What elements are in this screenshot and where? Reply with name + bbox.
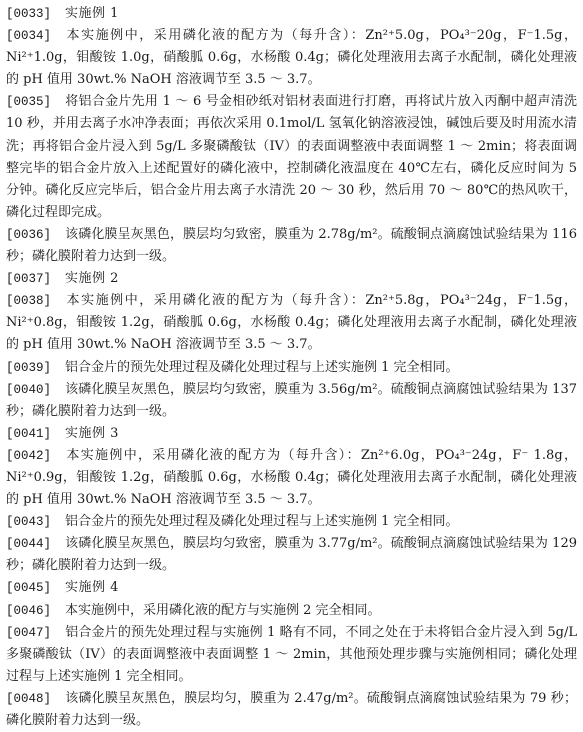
paragraph-0040 (6, 379, 577, 423)
paragraph-text: 铝合金片的预先处理过程及磷化处理过程与上述实施例 1 完全相同。 (65, 514, 459, 530)
paragraph-text: 本实施例中，采用磷化液的配方为（每升含）：Zn²⁺5.0g，PO₄³⁻20g，F⁻1.5g，Ni²⁺1.0g，钼酸铵 1.0g，硝酸胍 0.6g，水杨酸 0.4g；磷化处理液用去离子水配制，磷化处理液的 pH 值用 30wt.% NaOH 溶液调节至 3.5 ～ 3.7。 (6, 28, 577, 88)
section-heading: 实施例 2 (65, 271, 119, 287)
paragraph-text: 该磷化膜呈灰黑色，膜层均匀致密，膜重为 2.78g/m²。硫酸铜点滴腐蚀试验结果为 116 秒；磷化膜附着力达到一级。 (6, 226, 577, 265)
paragraph-text: 本实施例中，采用磷化液的配方与实施例 2 完全相同。 (65, 602, 381, 618)
paragraph-0045 (6, 577, 577, 599)
paragraph-0041 (6, 423, 577, 445)
paragraph-text: 本实施例中，采用磷化液的配方为（每升含）：Zn²⁺6.0g，PO₄³⁻24g，F⁻ 1.8g，Ni²⁺0.9g，钼酸铵 1.2g，硝酸胍 0.6g，水杨酸 0.4g；磷化处理液用去离子水配制，磷化处理液的 pH 值用 30wt.% NaOH 溶液调节至 3.5 ～ 3.7。 (6, 447, 577, 508)
paragraph-number: [0039] (6, 360, 52, 375)
section-heading: 实施例 1 (65, 6, 119, 21)
paragraph-number: [0043] (6, 515, 52, 530)
paragraph-number: [0036] (6, 227, 52, 242)
paragraph-text: 铝合金片的预先处理过程及磷化处理过程与上述实施例 1 完全相同。 (65, 359, 459, 375)
paragraph-0047 (6, 622, 577, 688)
paragraph-0033 (6, 3, 577, 25)
paragraph-text: 该磷化膜呈灰黑色，膜层均匀致密，膜重为 3.56g/m²。硫酸铜点滴腐蚀试验结果为 137 秒；磷化膜附着力达到一级。 (6, 381, 577, 419)
paragraph-text: 将铝合金片先用 1 ～ 6 号金相砂纸对铝材表面进行打磨，再将试片放入丙酮中超声清洗 10 秒，并用去离子水冲净表面；再依次采用 0.1mol/L 氢氧化钠溶液浸蚀，碱蚀后要及时用流水清洗；再将铝合金片浸入到 5g/L 多聚磷酸钛（IV）的表面调整液中表面调整 1 ～ 2min；将表面调整完毕的铝合金片放入上述配置好的磷化液中，控制磷化液温度在 40℃左右，磷化反应时间为 5 分钟。磷化反应完毕后，铝合金片用去离子水清洗 20 ～ 30 秒，然后用 70 ～ 80℃的热风吹干，磷化过程即完成。 (6, 94, 577, 220)
section-heading: 实施例 3 (65, 425, 119, 441)
paragraph-number: [0034] (6, 29, 52, 44)
paragraph-0039 (6, 357, 577, 379)
paragraph-number: [0040] (6, 382, 52, 397)
paragraph-number: [0048] (6, 691, 52, 706)
paragraph-number: [0044] (6, 537, 52, 552)
paragraph-text: 该磷化膜呈灰黑色，膜层均匀致密，膜重为 3.77g/m²。硫酸铜点滴腐蚀试验结果为 129 秒；磷化膜附着力达到一级。 (6, 536, 577, 574)
paragraph-number: [0041] (6, 426, 52, 441)
paragraph-text: 本实施例中，采用磷化液的配方为（每升含）：Zn²⁺5.8g，PO₄³⁻24g，F⁻1.5g，Ni²⁺0.8g，钼酸铵 1.2g，硝酸胍 0.6g，水杨酸 0.4g；磷化处理液用去离子水配制，磷化处理液的 pH 值用 30wt.% NaOH 溶液调节至 3.5 ～ 3.7。 (6, 293, 577, 353)
paragraph-number: [0045] (6, 581, 52, 596)
paragraph-0046 (6, 600, 577, 622)
paragraph-0035 (6, 91, 577, 224)
paragraph-0037 (6, 268, 577, 290)
paragraph-number: [0046] (6, 603, 52, 618)
paragraph-number: [0042] (6, 448, 52, 463)
paragraph-0038 (6, 290, 577, 356)
section-heading: 实施例 4 (65, 580, 119, 596)
paragraph-0042 (6, 445, 577, 511)
paragraph-0034 (6, 25, 577, 91)
paragraph-number: [0033] (6, 7, 52, 21)
paragraph-number: [0038] (6, 294, 52, 309)
paragraph-number: [0035] (6, 95, 52, 110)
paragraph-0048 (6, 688, 577, 732)
paragraph-text: 该磷化膜呈灰黑色，膜层均匀，膜重为 2.47g/m²。硫酸铜点滴腐蚀试验结果为 79 秒；磷化膜附着力达到一级。 (6, 690, 577, 728)
paragraph-0044 (6, 533, 577, 577)
paragraph-number: [0047] (6, 625, 52, 640)
paragraph-0036 (6, 224, 577, 268)
paragraph-0043 (6, 511, 577, 533)
paragraph-text: 铝合金片的预先处理过程与实施例 1 略有不同，不同之处在于未将铝合金片浸入到 5g/L 多聚磷酸钛（IV）的表面调整液中表面调整 1 ～ 2min，其他预处理步骤与实施例相同；磷化处理过程与上述实施例 1 完全相同。 (6, 624, 577, 684)
paragraph-number: [0037] (6, 272, 52, 287)
